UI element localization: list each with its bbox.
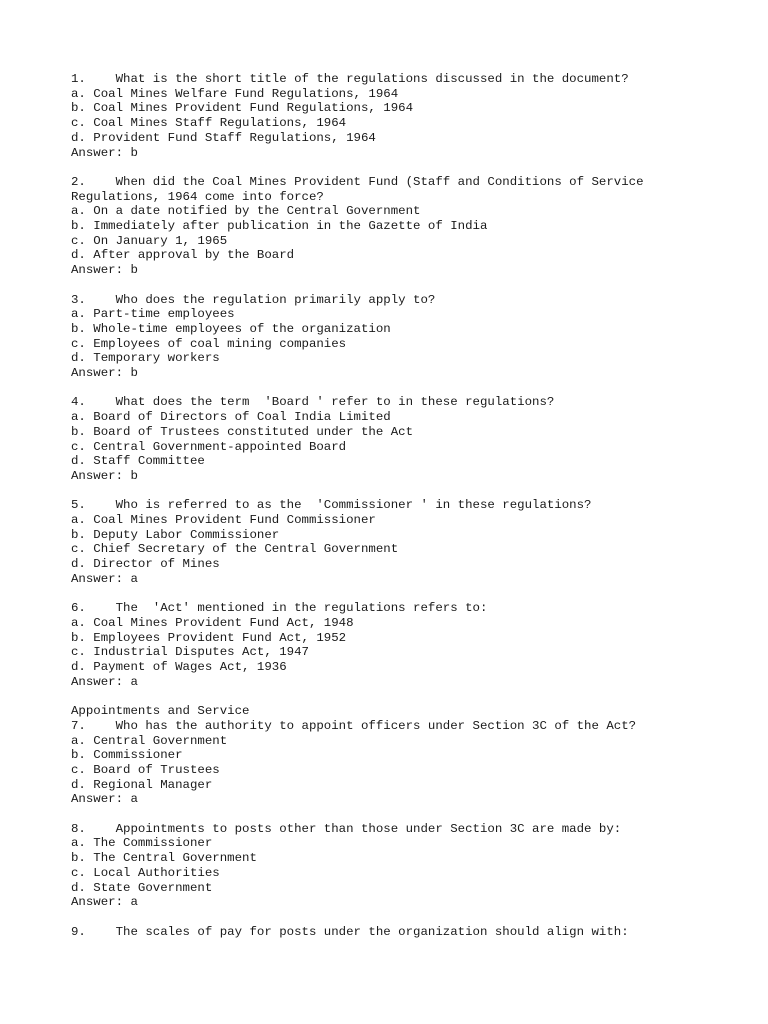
- question-stem: 6. The 'Act' mentioned in the regulations refers to:: [71, 601, 488, 616]
- section-heading: Appointments and Service: [71, 704, 250, 719]
- option-a: a. Part-time employees: [71, 307, 235, 322]
- option-c: c. Coal Mines Staff Regulations, 1964: [71, 116, 347, 131]
- option-c: c. Chief Secretary of the Central Government: [71, 542, 399, 557]
- question-stem: 1. What is the short title of the regulations discussed in the document?: [71, 72, 629, 86]
- option-a: a. The Commissioner: [71, 836, 213, 851]
- answer: Answer: a: [71, 674, 138, 689]
- question-9: [71, 925, 751, 940]
- question-2: [71, 175, 751, 278]
- question-5: [71, 498, 751, 586]
- answer: Answer: b: [71, 263, 138, 278]
- option-d: d. Provident Fund Staff Regulations, 1964: [71, 130, 376, 145]
- option-d: d. Staff Committee: [71, 454, 205, 469]
- option-a: a. Coal Mines Provident Fund Act, 1948: [71, 615, 354, 630]
- option-a: a. Coal Mines Provident Fund Commissioner: [71, 513, 376, 528]
- option-d: d. Director of Mines: [71, 557, 220, 572]
- option-b: b. Board of Trustees constituted under the Act: [71, 424, 414, 439]
- option-a: a. Board of Directors of Coal India Limited: [71, 410, 391, 425]
- document-page: [71, 72, 751, 954]
- question-stem: 8. Appointments to posts other than those under Section 3C are made by:: [71, 821, 622, 836]
- option-b: b. Coal Mines Provident Fund Regulations, 1964: [71, 101, 414, 116]
- question-3: [71, 293, 751, 381]
- question-6: [71, 601, 751, 689]
- option-b: b. The Central Government: [71, 851, 257, 866]
- question-stem: 2. When did the Coal Mines Provident Fund (Staff and Conditions of Service: [71, 174, 644, 189]
- option-d: d. Regional Manager: [71, 777, 213, 792]
- answer: Answer: b: [71, 145, 138, 160]
- question-stem-continued: Regulations, 1964 come into force?: [71, 189, 324, 204]
- option-c: c. On January 1, 1965: [71, 233, 228, 248]
- option-b: b. Commissioner: [71, 748, 183, 763]
- option-b: b. Whole-time employees of the organization: [71, 321, 391, 336]
- option-c: c. Industrial Disputes Act, 1947: [71, 645, 309, 660]
- question-stem: 4. What does the term 'Board ' refer to in these regulations?: [71, 395, 555, 410]
- question-4: [71, 395, 751, 483]
- option-c: c. Local Authorities: [71, 865, 220, 880]
- question-7: [71, 704, 751, 807]
- option-a: a. Central Government: [71, 733, 228, 748]
- option-d: d. State Government: [71, 880, 213, 895]
- question-8: [71, 822, 751, 910]
- option-d: d. Temporary workers: [71, 351, 220, 366]
- answer: Answer: a: [71, 895, 138, 910]
- option-a: a. Coal Mines Welfare Fund Regulations, 1964: [71, 86, 399, 101]
- question-1: [71, 72, 751, 160]
- question-stem: 7. Who has the authority to appoint officers under Section 3C of the Act?: [71, 718, 637, 733]
- answer: Answer: b: [71, 468, 138, 483]
- option-c: c. Employees of coal mining companies: [71, 336, 347, 351]
- answer: Answer: a: [71, 571, 138, 586]
- option-d: d. Payment of Wages Act, 1936: [71, 660, 287, 675]
- question-stem: 5. Who is referred to as the 'Commissioner ' in these regulations?: [71, 498, 592, 513]
- option-b: b. Immediately after publication in the Gazette of India: [71, 219, 488, 234]
- option-a: a. On a date notified by the Central Government: [71, 204, 421, 219]
- option-b: b. Employees Provident Fund Act, 1952: [71, 630, 347, 645]
- question-stem: 3. Who does the regulation primarily apply to?: [71, 292, 436, 307]
- answer: Answer: a: [71, 792, 138, 807]
- option-c: c. Central Government-appointed Board: [71, 439, 347, 454]
- option-b: b. Deputy Labor Commissioner: [71, 527, 280, 542]
- question-stem: 9. The scales of pay for posts under the organization should align with:: [71, 924, 629, 939]
- option-d: d. After approval by the Board: [71, 248, 295, 263]
- answer: Answer: b: [71, 366, 138, 381]
- option-c: c. Board of Trustees: [71, 762, 220, 777]
